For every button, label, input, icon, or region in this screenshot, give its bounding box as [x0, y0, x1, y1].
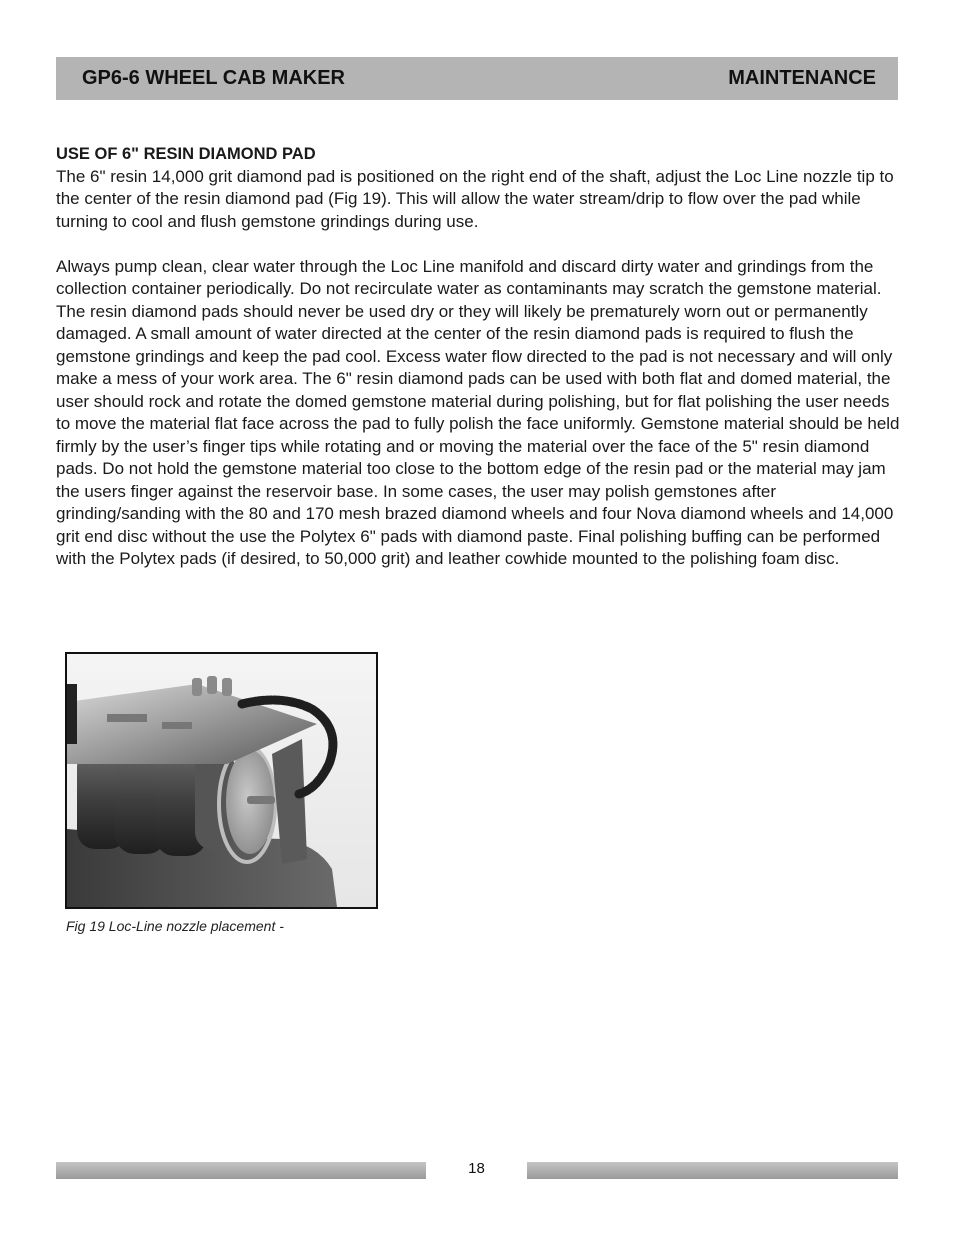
- section-title: MAINTENANCE: [728, 67, 876, 89]
- footer-bar-left: [56, 1162, 426, 1179]
- main-content: [56, 143, 901, 571]
- header-bar: [56, 57, 898, 100]
- cab-maker-photo-illustration: [67, 654, 376, 907]
- paragraph-intro: The 6" resin 14,000 grit diamond pad is positioned on the right end of the shaft, adjust the Loc Line nozzle tip to the center of the resin diamond pad (Fig 19). This will allow the water stream/drip to flow over the pad while turning to cool and flush gemstone grindings during use.: [56, 166, 894, 231]
- paragraph-maintenance: Always pump clean, clear water through the Loc Line manifold and discard dirty water and grindings from the collection container periodically. Do not recirculate water as contaminants may scratch the gemstone material. The resin diamond pads should never be used dry or they will likely be prematurely worn out or permanently damaged. A small amount of water directed at the center of the resin diamond pads is required to flush the gemstone grindings and keep the pad cool. Excess water flow directed to the pad is not necessary and will only make a mess of your work area. The 6" resin diamond pads can be used with both flat and domed material, the user should rock and rotate the domed gemstone material during polishing, but for flat polishing the user needs to move the material flat face across the pad to fully polish the face uniformly. Gemstone material should be held firmly by the user’s finger tips while rotating and or moving the material over the face of the 5" resin diamond pads. Do not hold the gemstone material too close to the bottom edge of the resin pad or the material may jam the users finger against the reservoir base. In some cases, the user may polish gemstones after grinding/sanding with the 80 and 170 mesh brazed diamond wheels and four Nova diamond wheels and 14,000 grit end disc without the use the Polytex 6" pads with diamond paste. Final polishing buffing can be performed with the Polytex pads (if desired, to 50,000 grit) and leather cowhide mounted to the polishing foam disc.: [56, 256, 900, 568]
- footer-bar-right: [527, 1162, 898, 1179]
- page-number: 18: [468, 1160, 485, 1177]
- figure-photo: [65, 652, 378, 909]
- section-heading: USE OF 6" RESIN DIAMOND PAD: [56, 145, 316, 163]
- figure-caption: Fig 19 Loc-Line nozzle placement -: [66, 918, 284, 934]
- document-title: GP6-6 WHEEL CAB MAKER: [82, 67, 345, 89]
